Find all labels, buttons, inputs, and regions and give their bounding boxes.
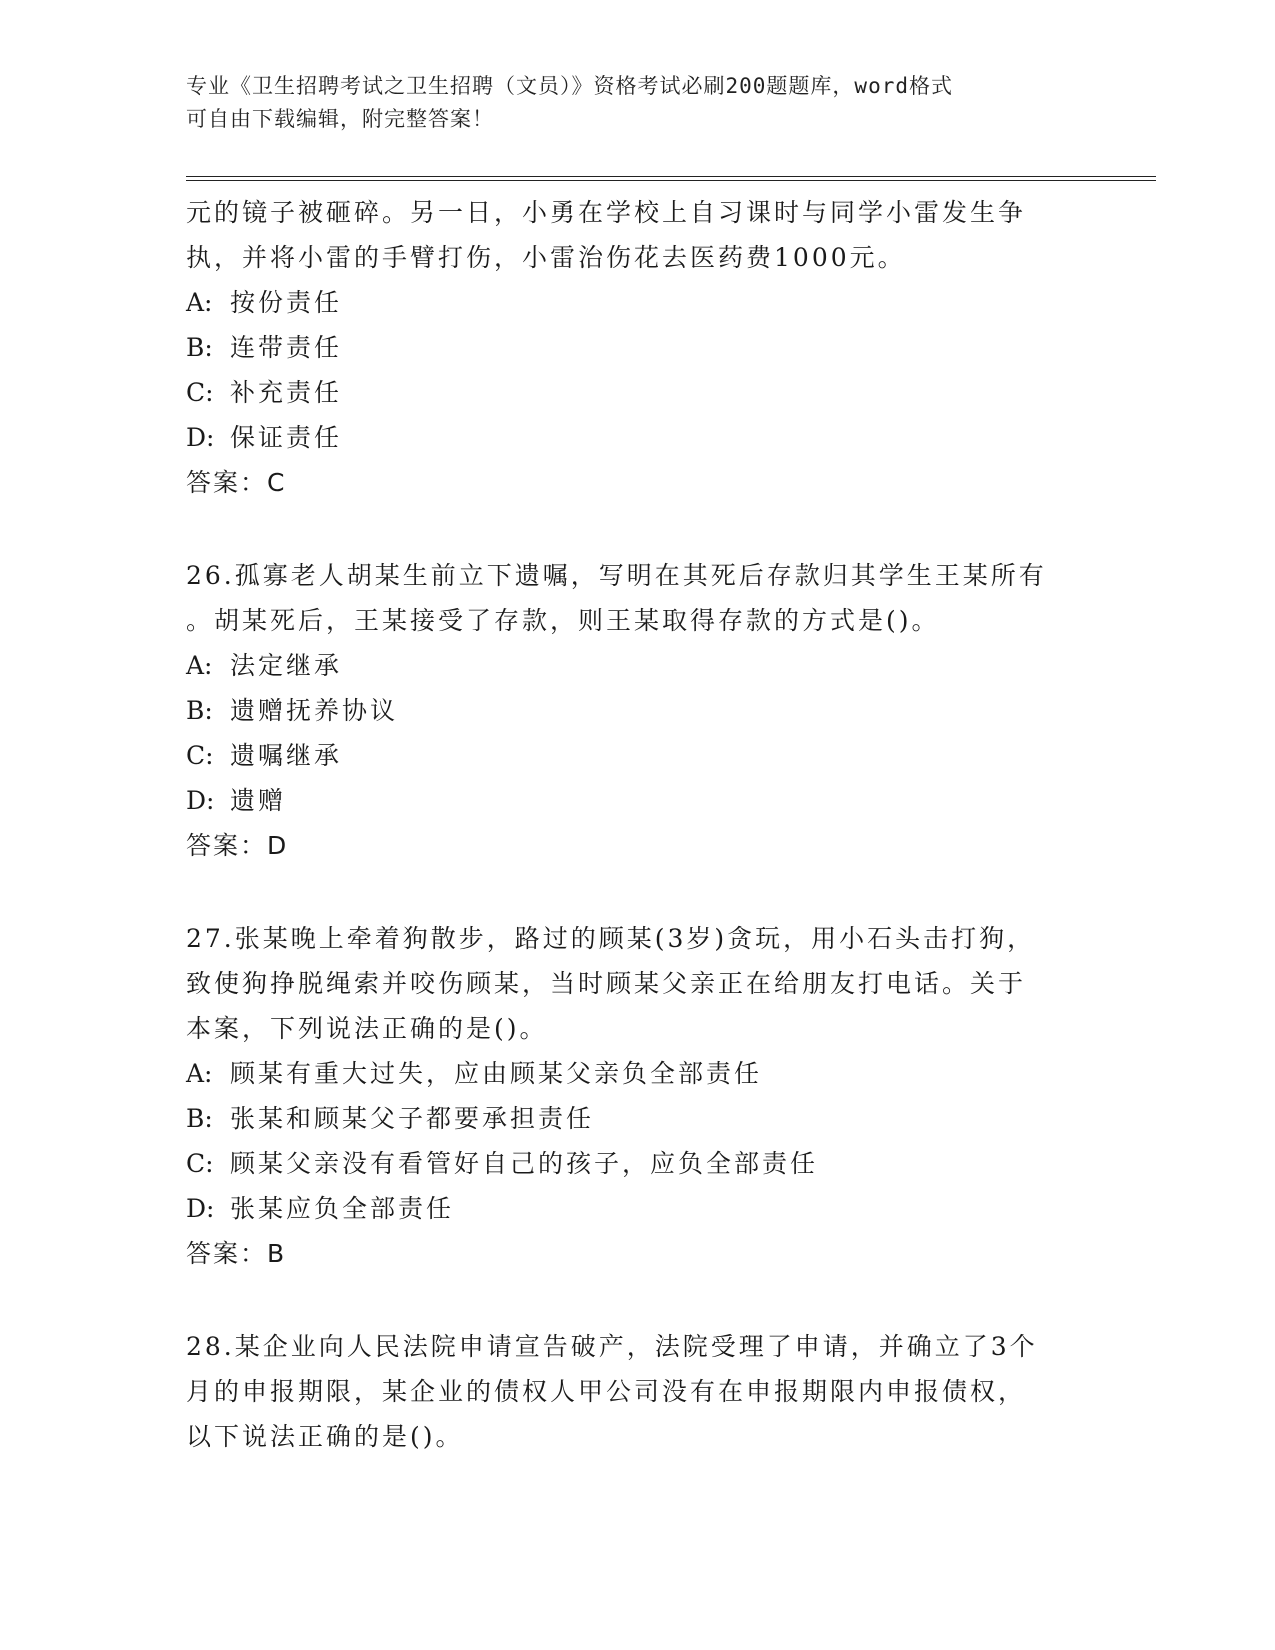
question-27 bbox=[186, 916, 1086, 1276]
option-text: 顾某父亲没有看管好自己的孩子，应负全部责任 bbox=[230, 1149, 819, 1178]
answer-line: 答案：D bbox=[186, 831, 289, 860]
option-b bbox=[186, 1096, 1086, 1141]
question-25-continued bbox=[186, 190, 1086, 505]
option-text: 连带责任 bbox=[230, 333, 343, 362]
option-text: 按份责任 bbox=[230, 288, 343, 317]
document-body bbox=[186, 190, 1086, 1459]
question-text-line: 以下说法正确的是()。 bbox=[186, 1422, 464, 1451]
option-letter: A: bbox=[186, 651, 213, 680]
question-text-line: 。胡某死后，王某接受了存款，则王某取得存款的方式是()。 bbox=[186, 606, 940, 635]
option-letter: B: bbox=[186, 1104, 213, 1133]
option-b bbox=[186, 325, 1086, 370]
option-letter: D: bbox=[186, 786, 215, 815]
option-letter: B: bbox=[186, 333, 213, 362]
option-c bbox=[186, 370, 1086, 415]
option-text: 遗赠 bbox=[230, 786, 287, 815]
header-line-2: 可自由下载编辑，附完整答案！ bbox=[186, 107, 494, 131]
question-text-line: 致使狗挣脱绳索并咬伤顾某，当时顾某父亲正在给朋友打电话。关于 bbox=[186, 969, 1027, 998]
option-text: 遗赠抚养协议 bbox=[230, 696, 399, 725]
question-28 bbox=[186, 1324, 1086, 1459]
option-text: 保证责任 bbox=[230, 423, 343, 452]
option-d bbox=[186, 778, 1086, 823]
question-text-line: 元的镜子被砸碎。另一日，小勇在学校上自习课时与同学小雷发生争 bbox=[186, 198, 1027, 227]
option-text: 张某应负全部责任 bbox=[230, 1194, 455, 1223]
answer-line: 答案：C bbox=[186, 468, 287, 497]
option-d bbox=[186, 415, 1086, 460]
option-b bbox=[186, 688, 1086, 733]
option-letter: C: bbox=[186, 741, 214, 770]
header-line-1: 专业《卫生招聘考试之卫生招聘（文员）》资格考试必刷200题题库，word格式 bbox=[186, 74, 953, 98]
question-text-line: 27.张某晚上牵着狗散步，路过的顾某(3岁)贪玩，用小石头击打狗， bbox=[186, 924, 1036, 953]
option-d bbox=[186, 1186, 1086, 1231]
page-header bbox=[186, 70, 1086, 136]
option-letter: A: bbox=[186, 288, 213, 317]
option-letter: B: bbox=[186, 696, 213, 725]
option-c bbox=[186, 733, 1086, 778]
question-text-line: 28.某企业向人民法院申请宣告破产，法院受理了申请，并确立了3个 bbox=[186, 1332, 1038, 1361]
option-a bbox=[186, 643, 1086, 688]
option-text: 法定继承 bbox=[230, 651, 343, 680]
option-c bbox=[186, 1141, 1086, 1186]
option-text: 遗嘱继承 bbox=[230, 741, 343, 770]
option-text: 补充责任 bbox=[230, 378, 343, 407]
option-a bbox=[186, 280, 1086, 325]
header-divider bbox=[186, 176, 1156, 181]
answer-line: 答案：B bbox=[186, 1239, 287, 1268]
option-text: 张某和顾某父子都要承担责任 bbox=[230, 1104, 595, 1133]
option-a bbox=[186, 1051, 1086, 1096]
question-text-line: 26.孤寡老人胡某生前立下遗嘱，写明在其死后存款归其学生王某所有 bbox=[186, 561, 1047, 590]
option-letter: C: bbox=[186, 1149, 214, 1178]
question-text-line: 执，并将小雷的手臂打伤，小雷治伤花去医药费1000元。 bbox=[186, 243, 906, 272]
option-text: 顾某有重大过失，应由顾某父亲负全部责任 bbox=[230, 1059, 763, 1088]
option-letter: D: bbox=[186, 423, 215, 452]
question-26 bbox=[186, 553, 1086, 868]
question-text-line: 本案，下列说法正确的是()。 bbox=[186, 1014, 548, 1043]
option-letter: A: bbox=[186, 1059, 213, 1088]
question-text-line: 月的申报期限，某企业的债权人甲公司没有在申报期限内申报债权， bbox=[186, 1377, 1027, 1406]
option-letter: D: bbox=[186, 1194, 215, 1223]
option-letter: C: bbox=[186, 378, 214, 407]
